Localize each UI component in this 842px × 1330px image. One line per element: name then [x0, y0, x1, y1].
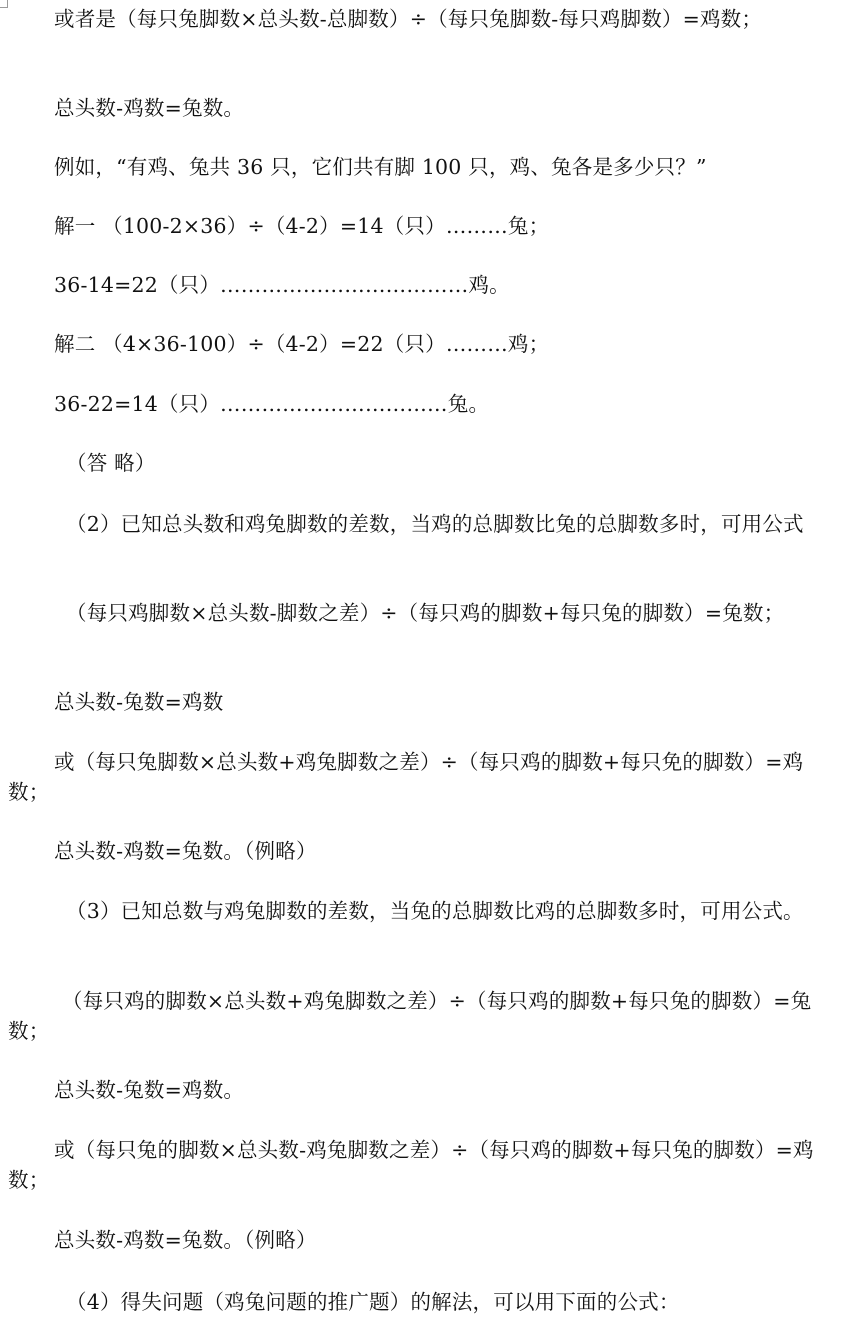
- paragraph-solution-one-chicken: 36-14=22（只）………………………………鸡。: [54, 273, 510, 297]
- paragraph-solution-two-rabbit: 36-22=14（只）……………………………兔。: [54, 392, 490, 416]
- paragraph-case-three-formula: （每只鸡的脚数×总头数+鸡兔脚数之差）÷（每只鸡的脚数+每只兔的脚数）=兔数；: [8, 989, 812, 1043]
- paragraph-case-two-heading: （2）已知总头数和鸡兔脚数的差数，当鸡的总脚数比兔的总脚数多时，可用公式: [66, 512, 804, 536]
- paragraph-solution-two: 解二 （4×36-100）÷（4-2）=22（只）………鸡；: [54, 332, 550, 356]
- paragraph-case-four-heading: （4）得失问题（鸡兔问题的推广题）的解法，可以用下面的公式：: [66, 1290, 680, 1314]
- paragraph-case-three-heading: （3）已知总数与鸡兔脚数的差数，当兔的总脚数比鸡的总脚数多时，可用公式。: [66, 899, 804, 923]
- paragraph-case-two-chicken: 总头数-兔数=鸡数: [54, 690, 224, 714]
- paragraph-case-two-rabbit: 总头数-鸡数=兔数。（例略）: [54, 839, 317, 863]
- paragraph-case-three-chicken: 总头数-兔数=鸡数。: [54, 1078, 245, 1102]
- paragraph-example: 例如，“有鸡、兔共 36 只，它们共有脚 100 只，鸡、兔各是多少只？”: [54, 155, 707, 179]
- paragraph-case-three-rabbit: 总头数-鸡数=兔数。（例略）: [54, 1228, 317, 1252]
- paragraph-formula-chicken-alt: 或者是（每只兔脚数×总头数-总脚数）÷（每只兔脚数-每只鸡脚数）=鸡数；: [54, 7, 763, 31]
- paragraph-solution-one: 解一 （100-2×36）÷（4-2）=14（只）………兔；: [54, 214, 550, 238]
- paragraph-rabbit-result: 总头数-鸡数=兔数。: [54, 96, 245, 120]
- paragraph-case-two-formula: （每只鸡脚数×总头数-脚数之差）÷（每只鸡的脚数+每只兔的脚数）=兔数；: [66, 601, 785, 625]
- paragraph-case-two-alt-formula: 或（每只兔脚数×总头数+鸡兔脚数之差）÷（每只鸡的脚数+每只免的脚数）=鸡数；: [8, 750, 804, 804]
- page-corner-mark: [0, 0, 8, 8]
- paragraph-case-three-alt-formula: 或（每只兔的脚数×总头数-鸡兔脚数之差）÷（每只鸡的脚数+每只兔的脚数）=鸡数；: [8, 1138, 814, 1192]
- paragraph-answer-omitted: （答 略）: [66, 451, 156, 475]
